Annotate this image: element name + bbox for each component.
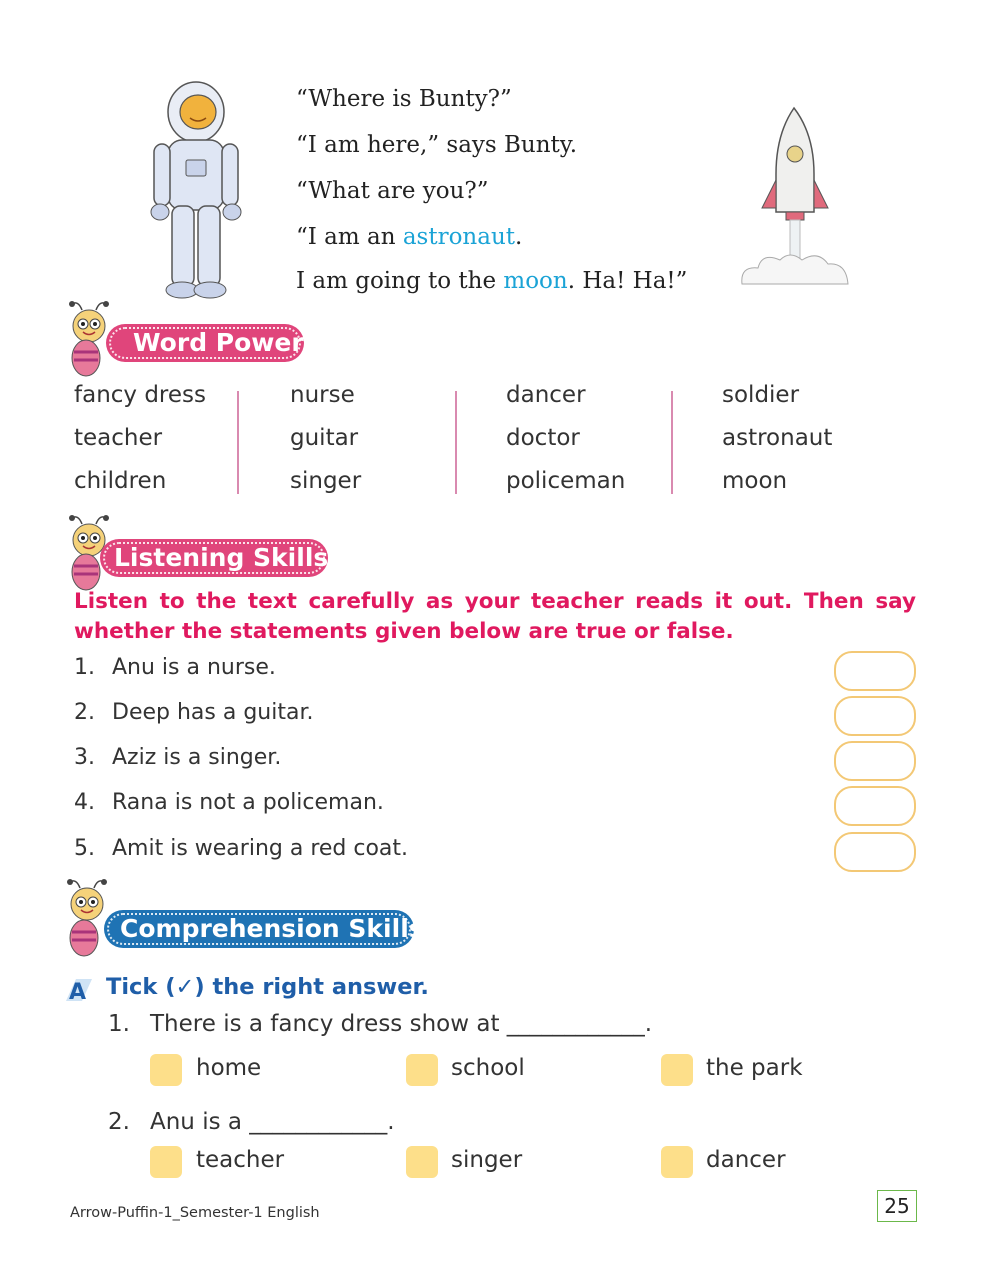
true-false-answer-box[interactable] — [834, 786, 916, 826]
word-item: children — [74, 468, 167, 494]
tick-checkbox[interactable] — [150, 1054, 182, 1086]
word-item: moon — [722, 468, 788, 494]
option-label: school — [451, 1055, 525, 1081]
word-power-title: Word Power — [133, 328, 304, 357]
story-line-1: “Where is Bunty?” — [296, 86, 512, 112]
column-divider — [455, 391, 457, 494]
comprehension-skills-title: Comprehension Skills — [120, 914, 424, 943]
story-line-5 — [296, 268, 687, 294]
statement-number: 3. — [74, 745, 95, 770]
page-number: 25 — [877, 1190, 917, 1222]
statement-text: Amit is wearing a red coat. — [112, 836, 409, 861]
section-a-heading: Tick (✓) the right answer. — [106, 974, 429, 1000]
option-label: home — [196, 1055, 262, 1081]
word-item: nurse — [290, 382, 355, 408]
story-line-4-pre: “I am an — [296, 224, 403, 250]
story-line-5-post: . Ha! Ha!” — [567, 268, 688, 294]
option-label: teacher — [196, 1147, 285, 1173]
comprehension-skills-banner — [104, 910, 424, 948]
question-number: 2. — [108, 1109, 130, 1135]
word-item: guitar — [290, 425, 359, 451]
tick-checkbox[interactable] — [406, 1054, 438, 1086]
listening-instruction: Listen to the text carefully as your teacher reads it out. Then say whether the statements given below are true or false. — [74, 589, 916, 644]
statement-row — [74, 790, 384, 815]
word-item: fancy dress — [74, 382, 207, 408]
statement-number: 5. — [74, 836, 95, 861]
option-label: the park — [706, 1055, 803, 1081]
word-item: singer — [290, 468, 362, 494]
word-item: doctor — [506, 425, 580, 451]
statement-text: Deep has a guitar. — [112, 700, 314, 725]
word-item: policeman — [506, 468, 626, 494]
statement-row — [74, 655, 276, 680]
statement-number: 4. — [74, 790, 95, 815]
statement-row — [74, 700, 313, 725]
question-text: Anu is a ____________. — [150, 1109, 395, 1135]
story-line-2: “I am here,” says Bunty. — [296, 132, 578, 158]
true-false-answer-box[interactable] — [834, 651, 916, 691]
tick-checkbox[interactable] — [661, 1054, 693, 1086]
column-divider — [671, 391, 673, 494]
statement-row — [74, 745, 281, 770]
story-line-5-pre: I am going to the — [296, 268, 504, 294]
story-line-3: “What are you?” — [296, 178, 489, 204]
astronaut-illustration — [146, 78, 246, 300]
question-text: There is a fancy dress show at ____________. — [150, 1011, 653, 1037]
section-a-badge-icon — [62, 977, 96, 1003]
statement-number: 1. — [74, 655, 95, 680]
listening-skills-banner — [100, 539, 328, 577]
highlight-word-astronaut: astronaut — [402, 224, 516, 250]
statement-text: Anu is a nurse. — [112, 655, 276, 680]
true-false-answer-box[interactable] — [834, 741, 916, 781]
word-item: soldier — [722, 382, 800, 408]
highlight-word-moon: moon — [503, 268, 568, 294]
option-label: singer — [451, 1147, 523, 1173]
tick-checkbox[interactable] — [661, 1146, 693, 1178]
footer-book-title: Arrow-Puffin-1_Semester-1 English — [70, 1205, 320, 1221]
column-divider — [237, 391, 239, 494]
statement-text: Rana is not a policeman. — [112, 790, 384, 815]
question-number: 1. — [108, 1011, 130, 1037]
tick-checkbox[interactable] — [406, 1146, 438, 1178]
statement-row — [74, 836, 408, 861]
word-item: astronaut — [722, 425, 833, 451]
story-line-4 — [296, 224, 522, 250]
option-label: dancer — [706, 1147, 786, 1173]
story-line-4-post: . — [515, 224, 523, 250]
section-a-letter: A — [69, 980, 87, 1003]
statement-number: 2. — [74, 700, 95, 725]
rocket-illustration — [732, 104, 858, 290]
listening-skills-title: Listening Skills — [114, 543, 329, 572]
word-item: teacher — [74, 425, 163, 451]
word-power-banner — [106, 324, 304, 362]
true-false-answer-box[interactable] — [834, 832, 916, 872]
statement-text: Aziz is a singer. — [112, 745, 282, 770]
word-item: dancer — [506, 382, 586, 408]
tick-checkbox[interactable] — [150, 1146, 182, 1178]
true-false-answer-box[interactable] — [834, 696, 916, 736]
